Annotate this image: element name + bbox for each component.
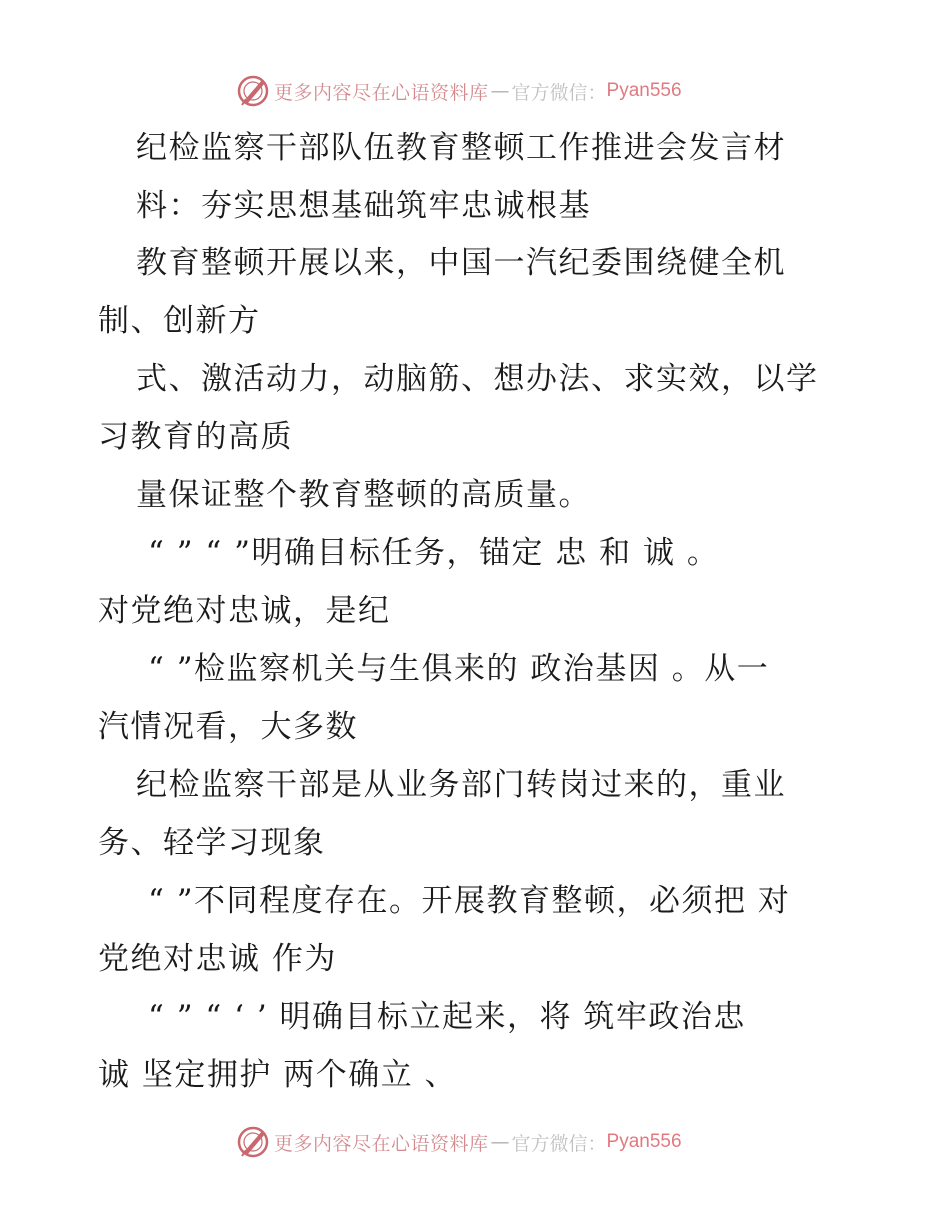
watermark-banner-bottom <box>236 1122 716 1162</box>
watermark-separator: — <box>490 1131 510 1153</box>
text-line: 量保证整个教育整顿的高质量。 <box>136 477 591 513</box>
text-line: 对党绝对忠诚，是纪 <box>98 593 391 629</box>
text-line: 诚 坚定拥护 两个确立 、 <box>98 1057 458 1093</box>
text-line: 汽情况看，大多数 <box>98 709 358 745</box>
watermark-id: Pyan556 <box>606 1131 682 1152</box>
text-line: 教育整顿开展以来，中国一汽纪委围绕健全机 <box>136 245 786 281</box>
quill-seal-icon <box>236 1125 270 1159</box>
text-line: 党绝对忠诚 作为 <box>98 941 337 977</box>
text-line: 习教育的高质 <box>98 419 293 455</box>
text-line: “ ” “ ”明确目标任务，锚定 忠 和 诚 。 <box>148 535 720 571</box>
title-line-1: 纪检监察干部队伍教育整顿工作推进会发言材 <box>136 130 786 166</box>
watermark-separator: — <box>490 80 510 102</box>
title-line-2: 料：夯实思想基础筑牢忠诚根基 <box>136 188 591 224</box>
text-line: 纪检监察干部是从业务部门转岗过来的，重业 <box>136 767 786 803</box>
watermark-text: 更多内容尽在心语资料库 <box>274 81 489 104</box>
text-line: “ ”不同程度存在。开展教育整顿，必须把 对 <box>148 883 791 919</box>
text-line: “ ” “ ‘ ’ 明确目标立起来，将 筑牢政治忠 <box>148 999 746 1035</box>
watermark-sub: 官方微信： <box>511 81 607 104</box>
text-line: 制、创新方 <box>98 303 261 339</box>
text-line: 式、激活动力，动脑筋、想办法、求实效，以学 <box>136 361 819 397</box>
text-line: 务、轻学习现象 <box>98 825 326 861</box>
text-line: “ ”检监察机关与生俱来的 政治基因 。从一 <box>148 651 770 687</box>
watermark-sub: 官方微信： <box>511 1132 607 1155</box>
watermark-id: Pyan556 <box>606 80 682 101</box>
watermark-text: 更多内容尽在心语资料库 <box>274 1132 489 1155</box>
